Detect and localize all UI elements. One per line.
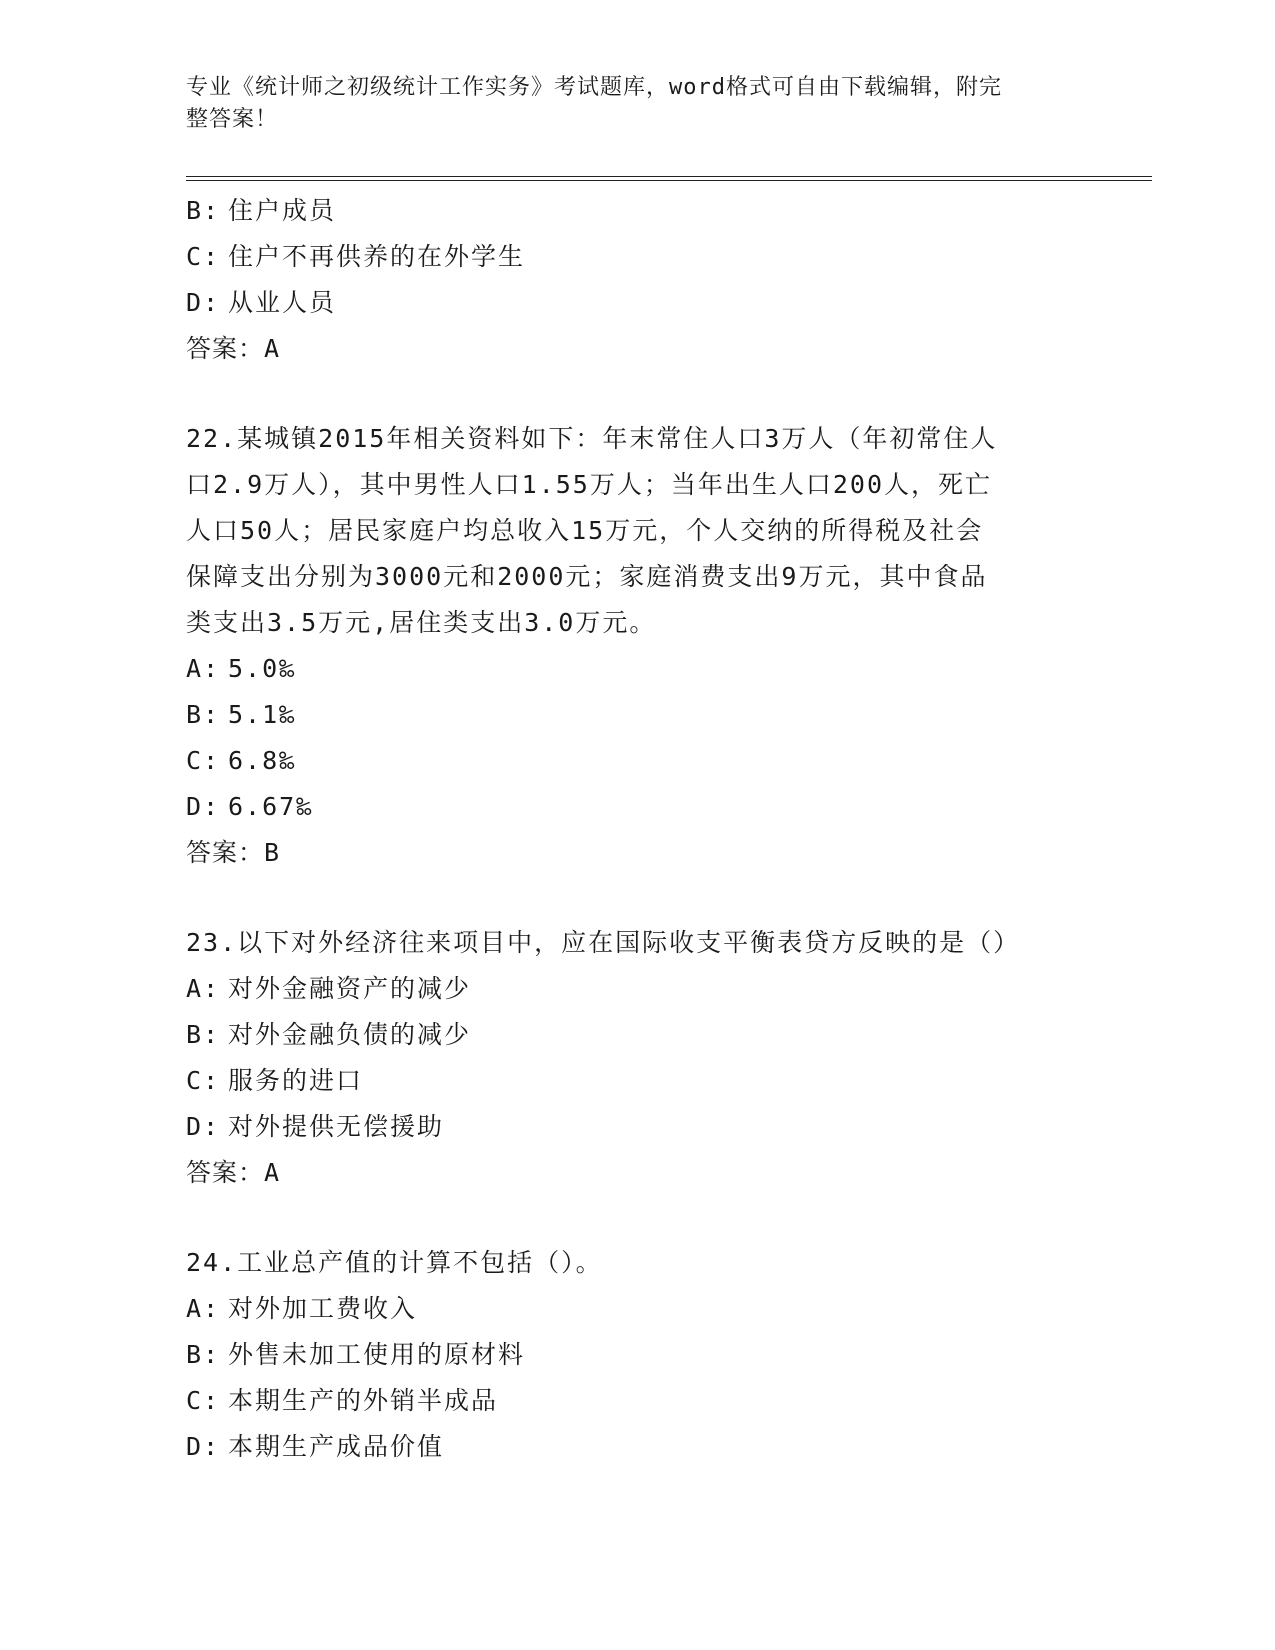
option-text: 6.67‰: [228, 792, 314, 821]
answer-value: B: [264, 838, 281, 867]
question-text-line: 23.以下对外经济往来项目中，应在国际收支平衡表贷方反映的是（）: [186, 928, 1021, 957]
header-line-1: 专业《统计师之初级统计工作实务》考试题库，word格式可自由下载编辑，附完: [186, 75, 1002, 100]
option-text: 外售未加工使用的原材料: [228, 1340, 526, 1369]
option-letter: A:: [186, 974, 221, 1003]
header-rule-bottom: [186, 180, 1152, 181]
option-text: 6.8‰: [228, 746, 297, 775]
option-c: [186, 1378, 1086, 1424]
option-text: 住户不再供养的在外学生: [228, 242, 526, 271]
option-letter: B:: [186, 700, 221, 729]
answer-line: [186, 830, 1086, 876]
option-d: [186, 280, 1086, 326]
header-line-2: 整答案！: [186, 107, 279, 132]
question-text-line: 人口50人；居民家庭户均总收入15万元，个人交纳的所得税及社会: [186, 516, 984, 545]
answer-line: [186, 1150, 1086, 1196]
answer-value: A: [264, 334, 281, 363]
option-a: [186, 646, 1086, 692]
option-text: 服务的进口: [228, 1066, 364, 1095]
question-23: [186, 920, 1086, 1196]
answer-label: 答案：: [186, 1158, 265, 1187]
option-text: 对外金融资产的减少: [228, 974, 472, 1003]
option-b: [186, 188, 1086, 234]
question-text-line: 口2.9万人），其中男性人口1.55万人；当年出生人口200人，死亡: [186, 470, 993, 499]
question-24: [186, 1240, 1086, 1470]
option-text: 5.1‰: [228, 700, 297, 729]
option-c: [186, 738, 1086, 784]
option-text: 本期生产成品价值: [228, 1432, 445, 1461]
option-letter: C:: [186, 1066, 221, 1095]
option-text: 对外提供无偿援助: [228, 1112, 445, 1141]
option-letter: B:: [186, 196, 221, 225]
option-text: 对外金融负债的减少: [228, 1020, 472, 1049]
option-letter: D:: [186, 1432, 221, 1461]
option-text: 5.0‰: [228, 654, 297, 683]
option-d: [186, 1104, 1086, 1150]
option-a: [186, 966, 1086, 1012]
question-text-line: 类支出3.5万元,居住类支出3.0万元。: [186, 608, 657, 637]
prev-question-block: [186, 188, 1086, 372]
question-text-line: 保障支出分别为3000元和2000元；家庭消费支出9万元，其中食品: [186, 562, 988, 591]
option-c: [186, 1058, 1086, 1104]
header-rule-top: [186, 176, 1152, 177]
option-letter: D:: [186, 792, 221, 821]
option-b: [186, 692, 1086, 738]
option-text: 住户成员: [228, 196, 337, 225]
answer-value: A: [264, 1158, 281, 1187]
answer-label: 答案：: [186, 334, 265, 363]
question-22: [186, 416, 1086, 876]
option-letter: C:: [186, 1386, 221, 1415]
option-b: [186, 1332, 1086, 1378]
option-letter: D:: [186, 288, 221, 317]
document-header: [186, 72, 1066, 136]
option-d: [186, 784, 1086, 830]
option-a: [186, 1286, 1086, 1332]
option-c: [186, 234, 1086, 280]
option-letter: C:: [186, 242, 221, 271]
option-letter: A:: [186, 1294, 221, 1323]
option-letter: A:: [186, 654, 221, 683]
option-letter: D:: [186, 1112, 221, 1141]
option-letter: B:: [186, 1340, 221, 1369]
document-content: [186, 188, 1086, 1470]
option-b: [186, 1012, 1086, 1058]
answer-line: [186, 326, 1086, 372]
option-letter: C:: [186, 746, 221, 775]
option-d: [186, 1424, 1086, 1470]
option-text: 对外加工费收入: [228, 1294, 418, 1323]
answer-label: 答案：: [186, 838, 265, 867]
option-text: 从业人员: [228, 288, 337, 317]
question-text-line: 24.工业总产值的计算不包括（）。: [186, 1248, 603, 1277]
option-letter: B:: [186, 1020, 221, 1049]
question-text-line: 22.某城镇2015年相关资料如下：年末常住人口3万人（年初常住人: [186, 424, 998, 453]
option-text: 本期生产的外销半成品: [228, 1386, 499, 1415]
